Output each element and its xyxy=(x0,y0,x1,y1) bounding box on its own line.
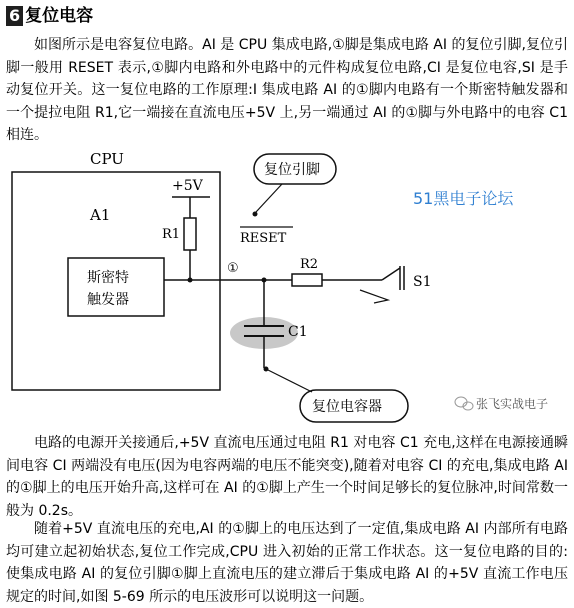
chip-label: A1 xyxy=(90,206,111,224)
callout-reset-pin-text: 复位引脚 xyxy=(264,162,320,178)
trigger-label-line2: 触发器 xyxy=(87,292,129,308)
section-number: 6 xyxy=(6,6,23,26)
trigger-label-line1: 斯密特 xyxy=(87,270,129,286)
r2-label: R2 xyxy=(300,257,319,272)
resistor-r1 xyxy=(184,218,196,250)
callout-capacitor-text: 复位电容器 xyxy=(312,399,382,415)
reset-signal-label: RESET xyxy=(240,231,287,246)
reset-complete-paragraph: 随着+5V 直流电压的充电,AI 的①脚上的电压达到了一定值,集成电路 AI 内部所有电路均可建立起初始状态,复位工作完成,CPU 进入初始的正常工作状态。这一复位电路的目的:使集成电路 AI 的复位引脚①脚上直流电压的建立滞后于集成电路 AI 的+5V 直流工作电压规定的时间,如图 5-69 所示的电压波形可以说明这一问题。 xyxy=(6,521,568,605)
switch-arrow xyxy=(360,290,388,303)
resistor-r2 xyxy=(292,274,322,286)
r1-label: R1 xyxy=(162,227,181,242)
reset-circuit-diagram xyxy=(0,140,574,430)
watermark-wechat: 张飞实战电子 xyxy=(476,397,549,411)
supply-label: +5V xyxy=(172,178,203,194)
watermark-51hei: 51黑电子论坛 xyxy=(413,189,514,208)
s1-label: S1 xyxy=(413,274,432,290)
c1-label: C1 xyxy=(288,324,308,340)
intro-paragraph: 如图所示是电容复位电路。AI 是 CPU 集成电路,①脚是集成电路 AI 的复位引脚,复位引脚一般用 RESET 表示,①脚内电路和外电路中的元件构成复位电路,CI 是复位电容,SI 是手动复位开关。这一复位电路的工作原理:I 集成电路 AI 的①脚内电路有一个斯密特触发器和一个提拉电阻 R1,它一端接在直流电压+5V 上,另一端通过 AI 的①脚与外电路中的电容 C1 相连。 xyxy=(6,37,568,143)
cpu-label: CPU xyxy=(90,150,124,168)
callout-pointer xyxy=(256,184,282,212)
charging-paragraph: 电路的电源开关接通后,+5V 直流电压通过电阻 R1 对电容 C1 充电,这样在电源接通瞬间电容 CI 两端没有电压(因为电容两端的电压不能突变),随着对电容 CI 的充电,集成电路 AI 的①脚上的电压开始升高,这样可在 AI 的①脚上产生一个时间足够长的复位脉冲,时间常数一般为 0.2s。 xyxy=(6,435,568,519)
pin-1-label: ① xyxy=(227,261,239,276)
switch-s1 xyxy=(382,268,400,280)
callout-pointer xyxy=(268,370,312,392)
section-title: 复位电容 xyxy=(25,6,94,26)
callout-dot xyxy=(253,212,258,217)
section-heading xyxy=(6,6,93,26)
callout-dot xyxy=(264,367,269,372)
wechat-icon xyxy=(455,397,473,410)
